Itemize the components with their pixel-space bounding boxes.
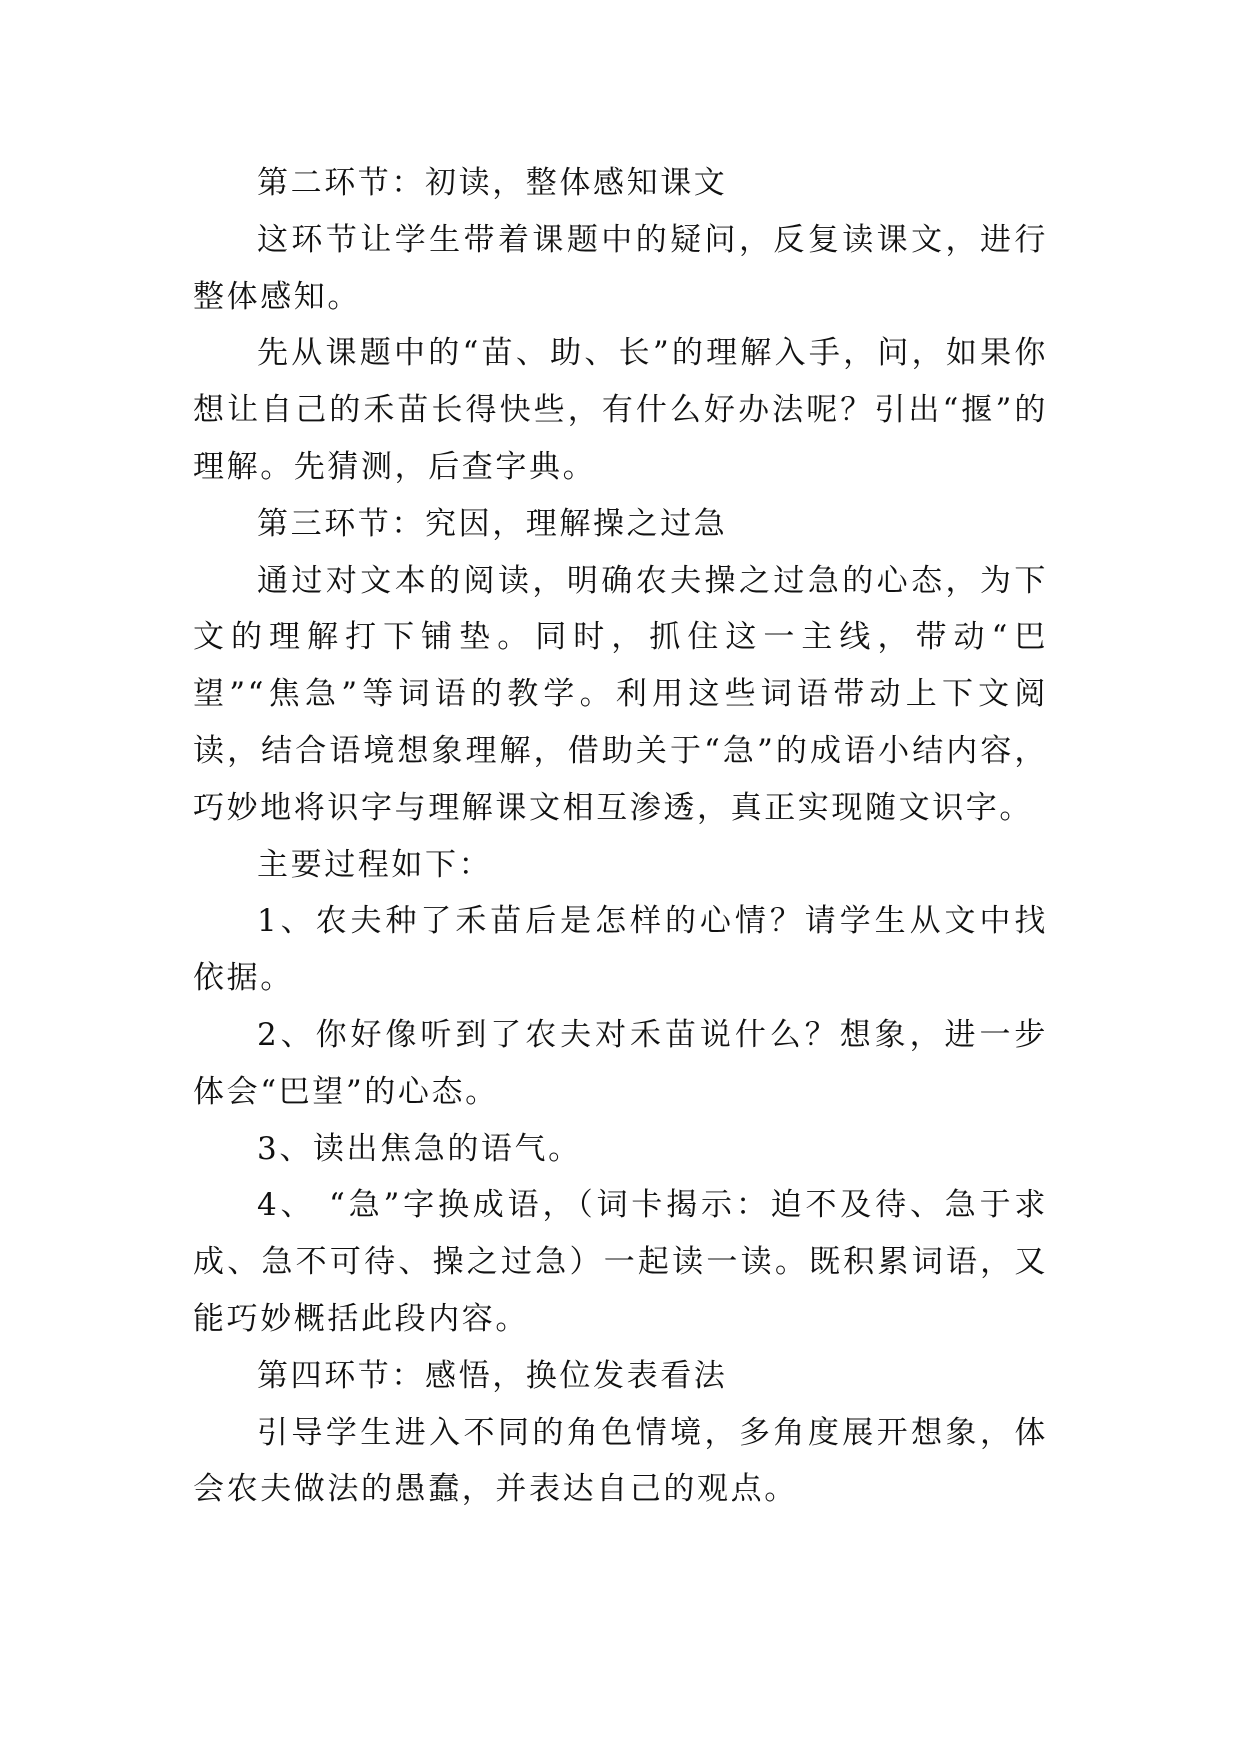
paragraph: 先从课题中的“苗、助、长”的理解入手，问，如果你想让自己的禾苗长得快些，有什么好办法呢？引出“揠”的理解。先猜测，后查字典。: [193, 335, 1048, 485]
list-item: 2、你好像听到了农夫对禾苗说什么？想象，进一步体会“巴望”的心态。: [193, 1016, 1048, 1110]
paragraph: 这环节让学生带着课题中的疑问，反复读课文，进行整体感知。: [193, 221, 1048, 315]
document-body: [193, 155, 1048, 1518]
paragraph: 通过对文本的阅读，明确农夫操之过急的心态，为下文的理解打下铺垫。同时，抓住这一主线，带动“巴望”“焦急”等词语的教学。利用这些词语带动上下文阅读，结合语境想象理解，借助关于“急”的成语小结内容，巧妙地将识字与理解课文相互渗透，真正实现随文识字。: [193, 562, 1048, 826]
section-heading-2: 第二环节：初读，整体感知课文: [257, 165, 728, 201]
section-heading-3: 第三环节：究因，理解操之过急: [257, 505, 728, 542]
list-item: 4、 “急”字换成语，（词卡揭示：迫不及待、急于求成、急不可待、操之过急）一起读一读。既积累词语，又能巧妙概括此段内容。: [193, 1187, 1048, 1337]
section-heading-4: 第四环节：感悟，换位发表看法: [257, 1357, 728, 1394]
list-item: 3、读出焦急的语气。: [257, 1130, 582, 1167]
list-item: 1、农夫种了禾苗后是怎样的心情？请学生从文中找依据。: [193, 903, 1048, 997]
paragraph: 引导学生进入不同的角色情境，多角度展开想象，体会农夫做法的愚蠢，并表达自己的观点。: [193, 1414, 1048, 1508]
paragraph: 主要过程如下：: [257, 846, 493, 883]
